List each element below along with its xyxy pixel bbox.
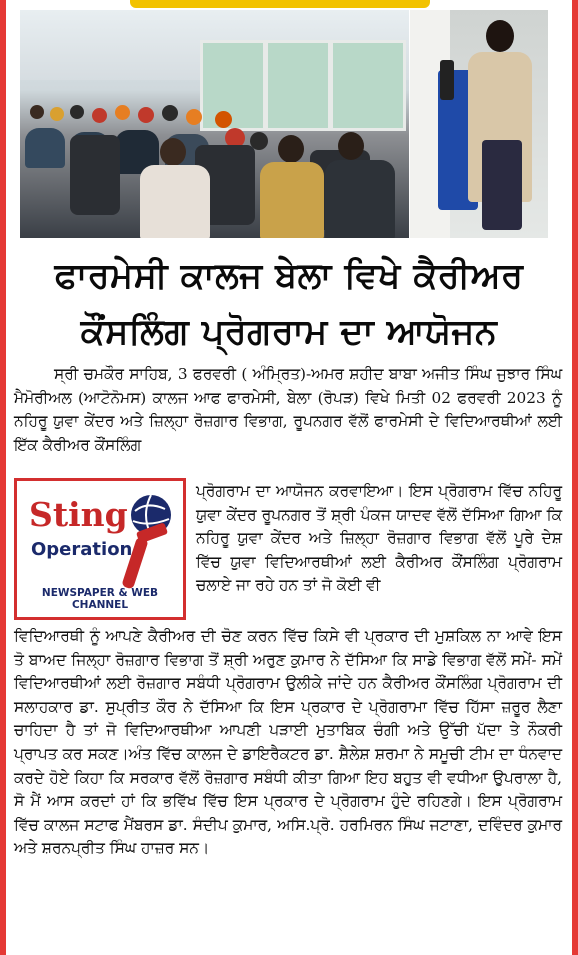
logo-title: Sting [29, 495, 128, 534]
article-headline: ਫਾਰਮੇਸੀ ਕਾਲਜ ਬੇਲਾ ਵਿਖੇ ਕੈਰੀਅਰ ਕੌਂਸਲਿੰਗ ਪ੍ਰੋਗਰਾਮ ਦਾ ਆਯੋਜਨ [54, 256, 524, 352]
event-photo-speaker [410, 10, 548, 238]
sting-operation-logo [14, 478, 186, 620]
event-photo-audience [20, 10, 409, 238]
page-border-right [572, 0, 578, 955]
article-paragraph-intro: ਸ੍ਰੀ ਚਮਕੌਰ ਸਾਹਿਬ, 3 ਫਰਵਰੀ ( ਅੰਮ੍ਰਿਤ)-ਅਮਰ ਸ਼ਹੀਦ ਬਾਬਾ ਅਜੀਤ ਸਿੰਘ ਜੁਝਾਰ ਸਿੰਘ ਮੈਮੋਰੀਅਲ (ਆਟੋਨੋਮਸ) ਕਾਲਜ ਆਫ ਫਾਰਮੇਸੀ, ਬੇਲਾ (ਰੋਪੜ) ਵਿਖੇ ਮਿਤੀ 02 ਫਰਵਰੀ 2023 ਨੂੰ ਨਹਿਰੂ ਯੁਵਾ ਕੇਂਦਰ ਅਤੇ ਜ਼ਿਲ੍ਹਾ ਰੋਜ਼ਗਾਰ ਵਿਭਾਗ, ਰੂਪਨਗਰ ਵੱਲੋਂ ਫਾਰਮੇਸੀ ਦੇ ਵਿਦਿਆਰਥੀਆਂ ਲਈ ਇੱਕ ਕੈਰੀਅਰ ਕੌਂਸਲਿੰਗ [14, 365, 562, 454]
page-border-left [0, 0, 6, 955]
article-paragraph-side: ਪ੍ਰੋਗਰਾਮ ਦਾ ਆਯੋਜਨ ਕਰਵਾਇਆ। ਇਸ ਪ੍ਰੋਗਰਾਮ ਵਿੱਚ ਨਹਿਰੂ ਯੁਵਾ ਕੇਂਦਰ ਰੂਪਨਗਰ ਤੋਂ ਸ਼੍ਰੀ ਪੰਕਜ ਯਾਦਵ ਵੱਲੋਂ ਦੱਸਿਆ ਗਿਆ ਕਿ ਨਹਿਰੂ ਯੁਵਾ ਕੇਂਦਰ ਅਤੇ ਜ਼ਿਲ੍ਹਾ ਰੋਜ਼ਗਾਰ ਵਿਭਾਗ ਵੱਲੋਂ ਪੂਰੇ ਦੇਸ਼ ਵਿੱਚ ਯੁਵਾ ਵਿਦਿਆਰਥੀਆਂ ਲਈ ਕੈਰੀਅਰ ਕੌਂਸਲਿੰਗ ਪ੍ਰੋਗਰਾਮ ਚਲਾਏ ਜਾ ਰਹੇ ਹਨ ਤਾਂ ਜੋ ਕੋਈ ਵੀ [196, 482, 562, 595]
top-tab-decoration [130, 0, 430, 8]
logo-subtitle: Operation [31, 539, 133, 560]
logo-tagline: NEWSPAPER & WEB CHANNEL [41, 587, 159, 611]
article-paragraph-main: ਵਿਦਿਆਰਥੀ ਨੂੰ ਆਪਣੇ ਕੈਰੀਅਰ ਦੀ ਚੋਣ ਕਰਨ ਵਿੱਚ ਕਿਸੇ ਵੀ ਪ੍ਰਕਾਰ ਦੀ ਮੁਸ਼ਕਿਲ ਨਾ ਆਵੇ ਇਸ ਤੋ ਬਾਅਦ ਜਿਲ੍ਹਾ ਰੋਜ਼ਗਾਰ ਵਿਭਾਗ ਤੋਂ ਸ਼੍ਰੀ ਅਰੁਣ ਕੁਮਾਰ ਨੇ ਦੱਸਿਆ ਕਿ ਸਾਡੇ ਵਿਭਾਗ ਵੱਲੋਂ ਸਮੇਂ- ਸਮੇਂ ਵਿਦਿਆਰਥੀਆਂ ਲਈ ਰੋਜ਼ਗਾਰ ਸਬੰਧੀ ਪ੍ਰੋਗਰਾਮ ਉਲੀਕੇ ਜਾਂਦੇ ਹਨ ਕੈਰੀਅਰ ਕੌਂਸਲਿੰਗ ਪ੍ਰੋਗਰਾਮ ਦੀ ਸਲਾਹਕਾਰ ਡਾ. ਸੁਪ੍ਰੀਤ ਕੌਰ ਨੇ ਦੱਸਿਆ ਕਿ ਇਸ ਪ੍ਰਕਾਰ ਦੇ ਪ੍ਰੋਗਰਾਮਾ ਵਿੱਚ ਹਿੱਸਾ ਜ਼ਰੂਰ ਲੈਣਾ ਚਾਹਿਦਾ ਹੈ ਤਾਂ ਜੋ ਵਿਦਿਆਰਥੀਆ ਆਪਣੀ ਪੜਾਈ ਮੁਤਾਬਿਕ ਚੰਗੀ ਅਤੇ ਉੱਚੀ ਪੱਦਾ ਤੇ ਨੌਕਰੀ ਪ੍ਰਾਪਤ ਕਰ ਸਕਣ।ਅੰਤ ਵਿੱਚ ਕਾਲਜ ਦੇ ਡਾਇਰੈਕਟਰ ਡਾ. ਸ਼ੈਲੇਸ਼ ਸ਼ਰਮਾ ਨੇ ਸਮੂਚੀ ਟੀਮ ਦਾ ਧੰਨਵਾਦ ਕਰਦੇ ਹੋਏ ਕਿਹਾ ਕਿ ਸਰਕਾਰ ਵੱਲੋਂ ਰੋਜ਼ਗਾਰ ਸਬੰਧੀ ਕੀਤਾ ਗਿਆ ਇਹ ਬਹੁਤ ਵੀ ਵਧੀਆ ਉਪਰਾਲਾ ਹੈ, ਸੋ ਮੈਂ ਆਸ ਕਰਦਾਂ ਹਾਂ ਕਿ ਭਵਿੱਖ ਵਿੱਚ ਇਸ ਪ੍ਰਕਾਰ ਦੇ ਪ੍ਰੋਗਰਾਮ ਹੁੰਦੇ ਰਹਿਣਗੇ। ਇਸ ਪ੍ਰੋਗਰਾਮ ਵਿੱਚ ਕਾਲਜ ਸਟਾਫ ਮੈਂਬਰਸ ਡਾ. ਸੰਦੀਪ ਕੁਮਾਰ, ਅਸਿ.ਪ੍ਰੋ. ਹਰਮਿਰਨ ਸਿੰਘ ਜਟਾਣਾ, ਦਵਿੰਦਰ ਕੁਮਾਰ ਅਤੇ ਸ਼ਰਨਪ੍ਰੀਤ ਸਿੰਘ ਹਾਜ਼ਰ ਸਨ। [14, 627, 562, 858]
